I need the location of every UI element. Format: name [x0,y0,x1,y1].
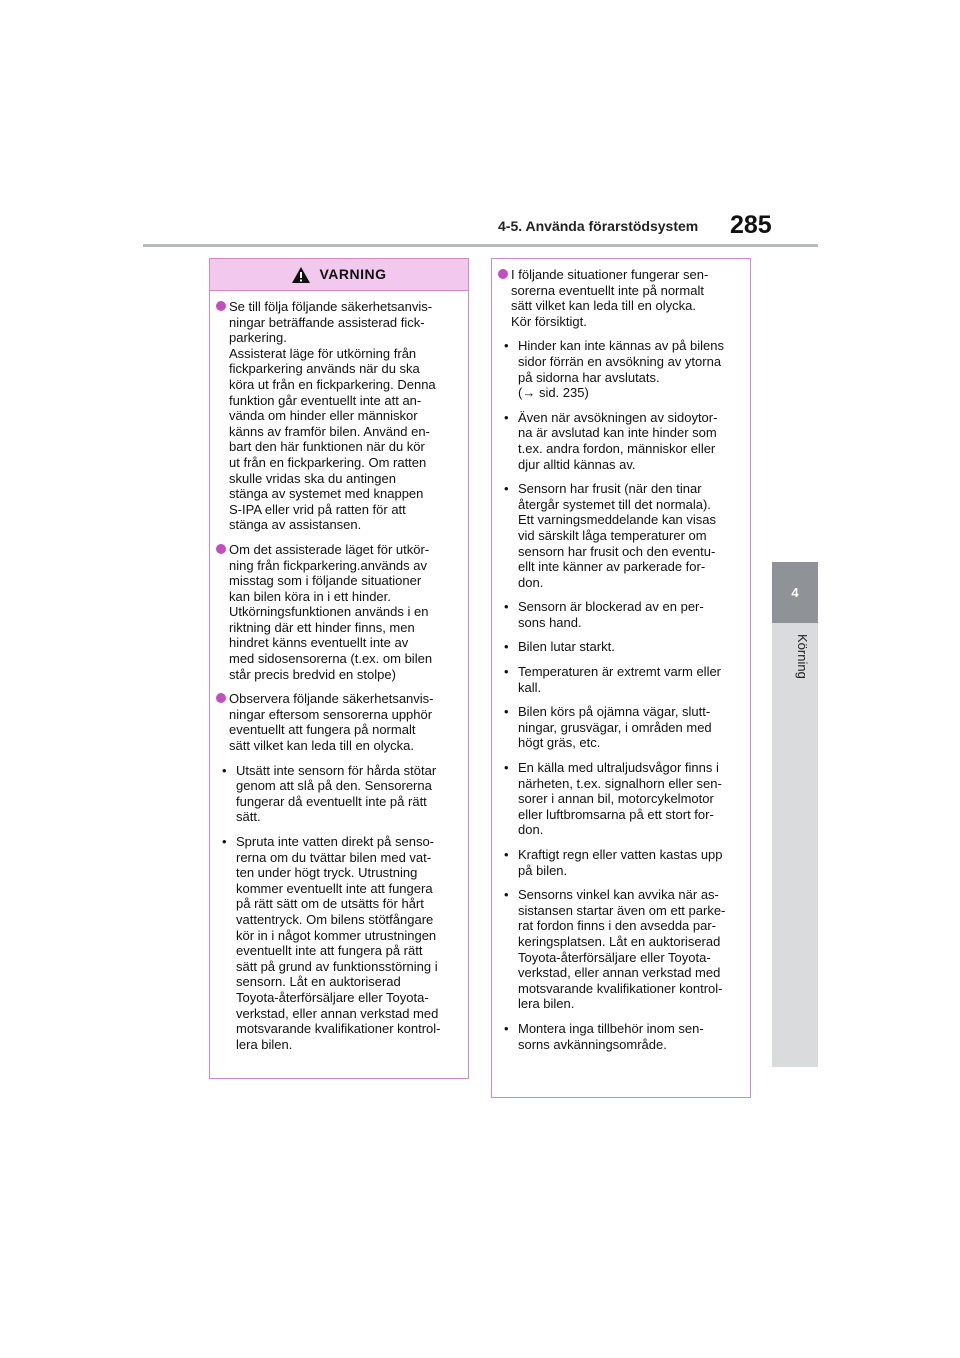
paragraph-text: Om det assisterade läget för utkör- ning från fickparkering.används av misstag som i följande situationer kan bilen köra in i ett hinder. Utkörningsfunktionen används i en riktning där ett hinder finns, men hindret känns eventuellt inte av med sidosensorerna (t.ex. om bilen står precis bredvid en stolpe) [229,541,433,682]
chapter-tab: 4 [772,562,818,623]
paragraph-text: Sensorn är blockerad av en per- sons hand. [518,599,704,630]
paragraph-text: En källa med ultraljudsvågor finns i närheten, t.ex. signalhorn eller sen- sorer i annan bil, motorcykelmotor eller luftbromsarna på ett stort for- don. [518,760,722,838]
bullet-mark-icon: • [504,1020,509,1036]
sub-bullet-item [498,704,738,751]
warning-title: VARNING [319,265,387,282]
warning-content-right [492,259,750,1052]
bullet-dot-icon [216,693,226,703]
paragraph-text: Bilen lutar starkt. [518,639,615,655]
paragraph-text: Hinder kan inte kännas av på bilens sidor förrän en avsökning av ytorna på sidorna har avslutats. (→ sid. 235) [518,338,724,401]
paragraph-text: Temperaturen är extremt varm eller kall. [518,664,722,695]
sub-bullet-item [498,338,738,400]
warning-header [210,259,468,291]
bullet-mark-icon: • [504,847,509,862]
sub-bullet-item [498,847,738,878]
page-number: 285 [730,211,772,239]
bullet-mark-icon: • [504,481,509,497]
bullet-mark-icon: • [504,639,509,655]
paragraph-text: I följande situationer fungerar sen- sorerna eventuellt inte på normalt sätt vilket kan leda till en olycka. Kör försiktigt. [511,267,709,329]
warning-content-left [210,291,468,1052]
bullet-paragraph [216,299,456,533]
header-rule [143,244,818,247]
sub-bullet-item [498,664,738,695]
sub-bullet-item [498,639,738,655]
sub-bullet-item [498,760,738,838]
paragraph-text: Bilen körs på ojämna vägar, slutt- ningar, grusvägar, i områden med högt gräs, etc. [518,704,712,751]
paragraph-text: Montera inga tillbehör inom sen- sorns avkänningsområde. [518,1020,704,1052]
bullet-mark-icon: • [504,338,509,354]
sub-bullet-item [216,763,456,825]
sub-bullet-item [498,599,738,630]
bullet-mark-icon: • [504,704,509,720]
section-title: 4-5. Använda förarstödsystem [498,218,699,234]
sub-bullet-item [498,481,738,590]
bullet-mark-icon: • [222,762,227,778]
bullet-mark-icon: • [222,834,227,849]
paragraph-text: Sensorns vinkel kan avvika när as- sistansen startar även om ett parke- rat fordon finns i den avsedda par- keringsplatsen. Låt en auktoriserad Toyota-återförsäljare eller Toyota- verkstad, eller annan verkstad med motsvarande kvalifikationer kontrol- lera bilen. [518,887,726,1012]
chapter-side-strip [772,623,818,1067]
bullet-dot-icon [216,544,226,554]
bullet-paragraph [498,267,738,329]
paragraph-text: Kraftigt regn eller vatten kastas upp på bilen. [518,847,723,878]
bullet-mark-icon: • [504,599,509,615]
warning-box-left [209,258,469,1079]
warning-triangle-icon [291,266,311,284]
paragraph-text: Utsätt inte sensorn för hårda stötar genom att slå på den. Sensorerna fungerar då eventuellt inte på rätt sätt. [236,762,437,825]
bullet-paragraph [216,691,456,753]
bullet-mark-icon: • [504,409,509,425]
sub-bullet-item [216,834,456,1052]
bullet-mark-icon: • [504,887,509,903]
paragraph-text: Även när avsökningen av sidoytor- na är avslutad kan inte hinder som t.ex. andra fordon, människor eller djur alltid kännas av. [518,409,718,472]
chapter-label: Körning [795,634,810,679]
bullet-mark-icon: • [504,664,509,680]
paragraph-text: Observera följande säkerhetsanvis- ningar eftersom sensorerna upphör eventuellt att fungera på normalt sätt vilket kan leda till en olycka. [229,691,434,754]
warning-box-right [491,258,751,1098]
sub-bullet-item [498,410,738,472]
sub-bullet-item [498,1021,738,1052]
paragraph-text: Spruta inte vatten direkt på senso- rerna om du tvättar bilen med vat- ten under högt tryck. Utrustning kommer eventuellt inte att fungera på rätt sätt om de utsätts för hårt vattentryck. Om bilens stötfångare kör in i något kommer utrustningen eventuellt inte att fungera på rätt sätt på grund av funktionsstörning i sensorn. Låt en auktoriserad Toyota-återförsäljare eller Toyota- verkstad, eller annan verkstad med motsvarande kvalifikationer kontrol- lera bilen. [236,834,441,1052]
bullet-dot-icon [498,269,508,279]
bullet-paragraph [216,542,456,682]
paragraph-text: Sensorn har frusit (när den tinar återgår systemet till det normala). Ett varningsmeddelande kan visas vid särskilt låga temperaturer om sensorn har frusit och den eventu- ellt inte känner av parkerade for- don. [518,481,717,590]
sub-bullet-item [498,887,738,1012]
bullet-mark-icon: • [504,760,509,776]
paragraph-text: Se till följa följande säkerhetsanvis- ningar beträffande assisterad fick- parkering. Assisterat läge för utkörning från fickparkering används när du ska köra ut från en fickparkering. Denna funktion går eventuellt inte att an- vända om hinder eller människor känns av framför bilen. Använd en- bart den här funktionen när du kör ut från en fickparkering. Om ratten skulle vridas ska du antingen stänga av systemet med knappen S-IPA eller vrid på ratten för att stänga av assistansen. [229,299,436,533]
bullet-dot-icon [216,301,226,311]
